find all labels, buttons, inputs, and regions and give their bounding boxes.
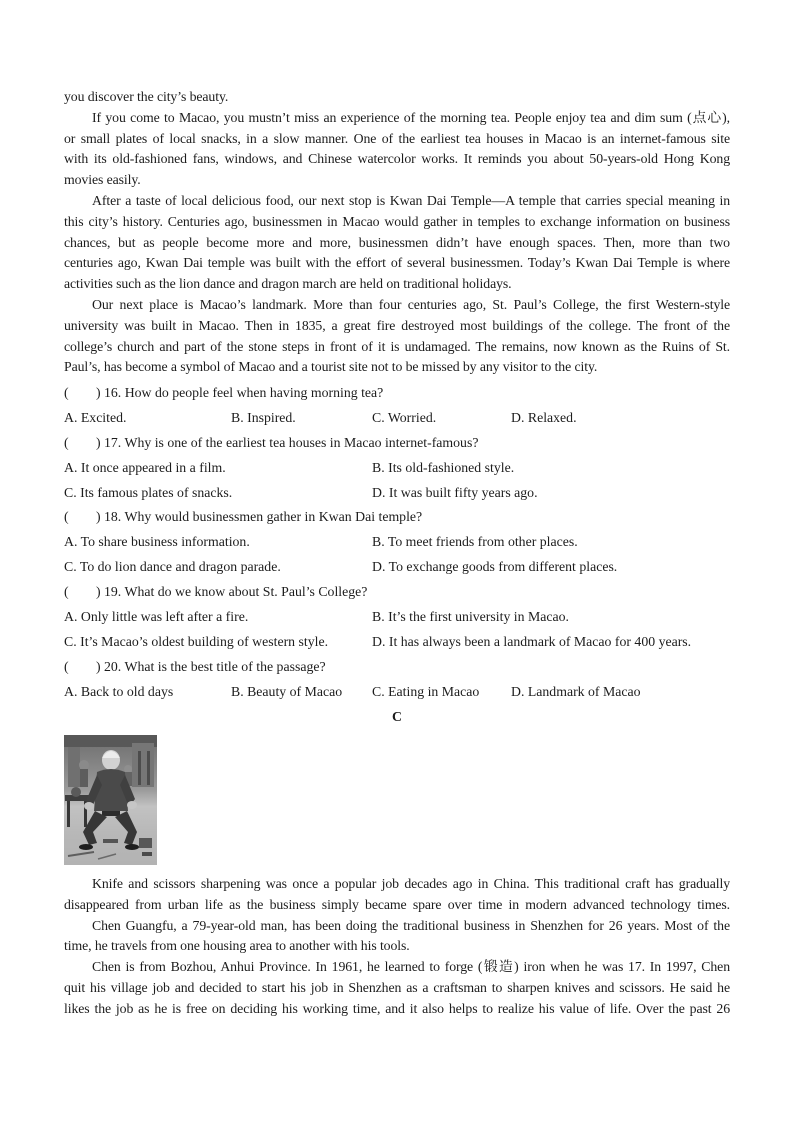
options-row	[64, 481, 730, 506]
option-b: B. Inspired.	[231, 409, 296, 425]
option-b: B. Its old-fashioned style.	[372, 459, 515, 475]
option-d: D. Landmark of Macao	[511, 683, 641, 699]
question-18	[64, 505, 730, 530]
paragraph-line: or small plates of local snacks, in a slow manner. One of the earliest tea houses in Macao is an internet-famous site	[64, 130, 730, 146]
paragraph-line: If you come to Macao, you mustn’t miss an experience of the morning tea. People enjoy tea and dim sum (点心),	[92, 109, 730, 125]
option-a: A. Only little was left after a fire.	[64, 609, 249, 625]
paragraph-line: this city’s history. Centuries ago, businessmen in Macao would gather in temples to exchange information on business	[64, 213, 730, 229]
paragraph-line: with its old-fashioned fans, windows, and Chinese watercolor works. It reminds you about 50-years-old Hong Kong	[64, 151, 730, 167]
option-c: C. It’s Macao’s oldest building of western style.	[64, 633, 329, 649]
option-d: D. Relaxed.	[511, 409, 577, 425]
question-17	[64, 431, 730, 456]
option-a: A. It once appeared in a film.	[64, 459, 226, 475]
question-stem: 20. What is the best title of the passage?	[104, 658, 326, 674]
paragraph-line: Chen is from Bozhou, Anhui Province. In 1961, he learned to forge (锻造) iron when he was 17. In 1997, Chen	[92, 959, 730, 975]
paragraph-line: time, he travels from one housing area to another with his tools.	[64, 938, 410, 954]
passage-b	[64, 87, 730, 378]
paragraph-line: chances, but as people become more and more, businessmen didn’t have enough spaces. Then, more than two	[64, 234, 730, 250]
paragraph-line: disappeared from urban life as the business simply became spare over time in modern advanced technology times.	[64, 896, 730, 912]
option-d: D. It was built fifty years ago.	[372, 484, 538, 500]
option-a: A. Back to old days	[64, 683, 174, 699]
passage-c	[64, 874, 730, 1020]
answer-bracket-open: (	[64, 385, 69, 400]
option-c: C. Eating in Macao	[372, 683, 480, 699]
option-a: A. Excited.	[64, 409, 127, 425]
options-row	[64, 630, 730, 655]
answer-bracket-close: )	[96, 658, 101, 674]
option-c: C. Its famous plates of snacks.	[64, 484, 233, 500]
paragraph-line: quit his village job and decided to start his job in Shenzhen as a craftsman to sharpen knives and scissors. He said he	[64, 979, 730, 995]
section-heading: C	[392, 708, 402, 724]
paragraph-line: likes the job as he is free on deciding his working time, and it also helps to realize his value of life. Over the past 26	[64, 1000, 730, 1016]
answer-bracket-open: (	[64, 509, 69, 525]
paragraph	[64, 916, 730, 958]
question-stem: 16. How do people feel when having morning tea?	[104, 385, 384, 400]
knife-sharpener-photo	[64, 735, 157, 865]
paragraph-line: centuries ago, Kwan Dai temple was built with the effort of several businessmen. Today’s Kwan Dai Temple is where	[64, 255, 730, 271]
paragraph-line: university was built in Macao. Then in 1835, a great fire destroyed most buildings of the college. The front of the	[64, 317, 730, 333]
question-20	[64, 655, 730, 680]
paragraph	[64, 874, 730, 916]
question-stem: 18. Why would businessmen gather in Kwan Dai temple?	[104, 509, 423, 525]
options-row	[64, 680, 730, 705]
question-19	[64, 580, 730, 605]
options-row	[64, 530, 730, 555]
paragraph-line: activities such as the lion dance and dragon march are held on traditional holidays.	[64, 276, 512, 292]
answer-bracket-close: )	[96, 584, 101, 600]
questions	[64, 381, 730, 729]
options-row	[64, 406, 730, 431]
option-b: B. It’s the first university in Macao.	[372, 609, 569, 625]
paragraph	[64, 108, 730, 191]
answer-bracket-open: (	[64, 584, 69, 600]
options-row	[64, 456, 730, 481]
option-b: B. Beauty of Macao	[231, 683, 343, 699]
paragraph-line: movies easily.	[64, 172, 141, 188]
paragraph-line: college’s church and part of the stone steps in front of it is undamaged. The remains, now known as the Ruins of St.	[64, 338, 730, 354]
paragraph-line: After a taste of local delicious food, our next stop is Kwan Dai Temple—A temple that carries special meaning in	[92, 192, 730, 208]
question-16	[64, 381, 730, 406]
paragraph-line: Paul’s, has become a symbol of Macao and a tourist site not to be missed by any visitor to the city.	[64, 359, 598, 375]
option-b: B. To meet friends from other places.	[372, 534, 578, 550]
answer-bracket-open: (	[64, 434, 69, 450]
paragraph	[64, 87, 730, 108]
paragraph-line: you discover the city’s beauty.	[64, 89, 229, 104]
answer-bracket-close: )	[96, 385, 101, 400]
option-c: C. To do lion dance and dragon parade.	[64, 559, 281, 575]
option-d: D. It has always been a landmark of Macao for 400 years.	[372, 633, 692, 649]
option-d: D. To exchange goods from different places.	[372, 559, 618, 575]
option-a: A. To share business information.	[64, 534, 250, 550]
option-c: C. Worried.	[372, 409, 437, 425]
options-row	[64, 605, 730, 630]
answer-bracket-close: )	[96, 509, 101, 525]
answer-bracket-open: (	[64, 658, 69, 674]
paragraph-line: Chen Guangfu, a 79-year-old man, has been doing the traditional business in Shenzhen for 26 years. Most of the	[92, 917, 730, 933]
paragraph	[64, 191, 730, 295]
options-row	[64, 555, 730, 580]
paragraph-line: Knife and scissors sharpening was once a popular job decades ago in China. This traditional craft has gradually	[92, 876, 730, 891]
question-stem: 17. Why is one of the earliest tea houses in Macao internet-famous?	[104, 434, 479, 450]
answer-bracket-close: )	[96, 434, 101, 450]
paragraph	[64, 295, 730, 378]
paragraph-line: Our next place is Macao’s landmark. More than four centuries ago, St. Paul’s College, the first Western-style	[92, 296, 730, 312]
question-stem: 19. What do we know about St. Paul’s College?	[104, 584, 368, 600]
paragraph	[64, 957, 730, 1019]
